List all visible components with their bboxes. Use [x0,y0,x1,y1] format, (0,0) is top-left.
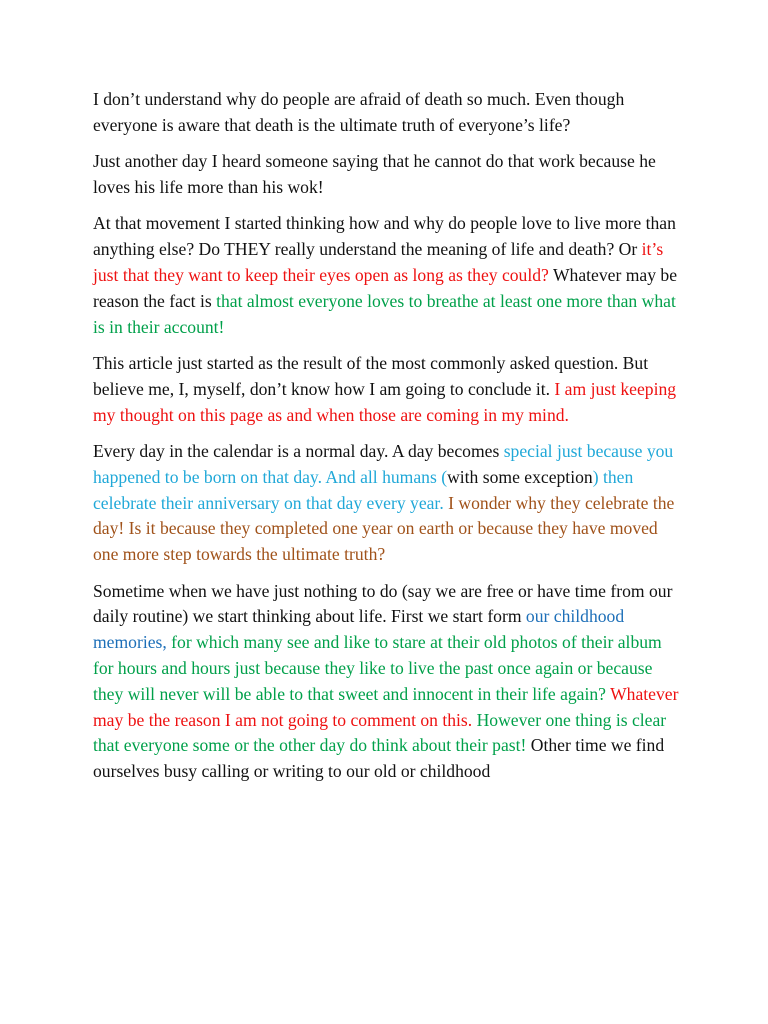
text-segment: Every day in the calendar is a normal day. A day becomes [93,440,504,461]
text-segment: At that movement I started thinking how and why do people love to live more than anything else? Do THEY really understand the meaning of life and death? Or [93,213,676,260]
highlighted-text-segment: However one thing is clear that everyone some or the other day do think about their past! [93,709,667,756]
highlighted-text-segment: for which many see and like to stare at their old photos of their album for hours and hours just because they like to live the past once again or because they will never will be able to that sweet and innocent in their life again? [93,632,662,704]
paragraph [93,579,683,785]
text-segment: I don’t understand why do people are afraid of death so much. Even though everyone is aware that death is the ultimate truth of everyone’s life? [93,89,625,135]
paragraph [93,439,683,568]
document-page [93,87,683,795]
paragraph [93,211,683,340]
text-segment: with some exception [447,466,593,487]
highlighted-text-segment: that almost everyone loves to breathe at least one more than what is in their account! [93,290,676,337]
highlighted-text-segment: our childhood memories, [93,606,625,653]
text-segment: Sometime when we have just nothing to do (say we are free or have time from our daily routine) we start thinking about life. First we start form [93,580,673,627]
highlighted-text-segment: ) then celebrate their anniversary on that day every year. [93,466,634,513]
highlighted-text-segment: it’s just that they want to keep their eyes open as long as they could? [93,239,664,285]
highlighted-text-segment: I am just keeping my thought on this page as and when those are coming in my mind. [93,378,677,425]
paragraph [93,149,683,201]
text-segment: Whatever may be reason the fact is [93,264,678,311]
highlighted-text-segment: I wonder why they celebrate the day! Is it because they completed one year on earth or because they have moved one more step towards the ultimate truth? [93,492,675,565]
highlighted-text-segment: Whatever may be the reason I am not going to comment on this. [93,683,679,730]
text-segment: Other time we find ourselves busy calling or writing to our old or childhood [93,735,665,782]
text-segment: This article just started as the result of the most commonly asked question. But believe me, I, myself, don’t know how I am going to conclude it. [93,352,649,399]
paragraph [93,87,683,139]
paragraph [93,351,683,428]
highlighted-text-segment: special just because you happened to be born on that day. And all humans ( [93,440,674,487]
text-segment: Just another day I heard someone saying that he cannot do that work because he loves his life more than his wok! [93,151,656,197]
